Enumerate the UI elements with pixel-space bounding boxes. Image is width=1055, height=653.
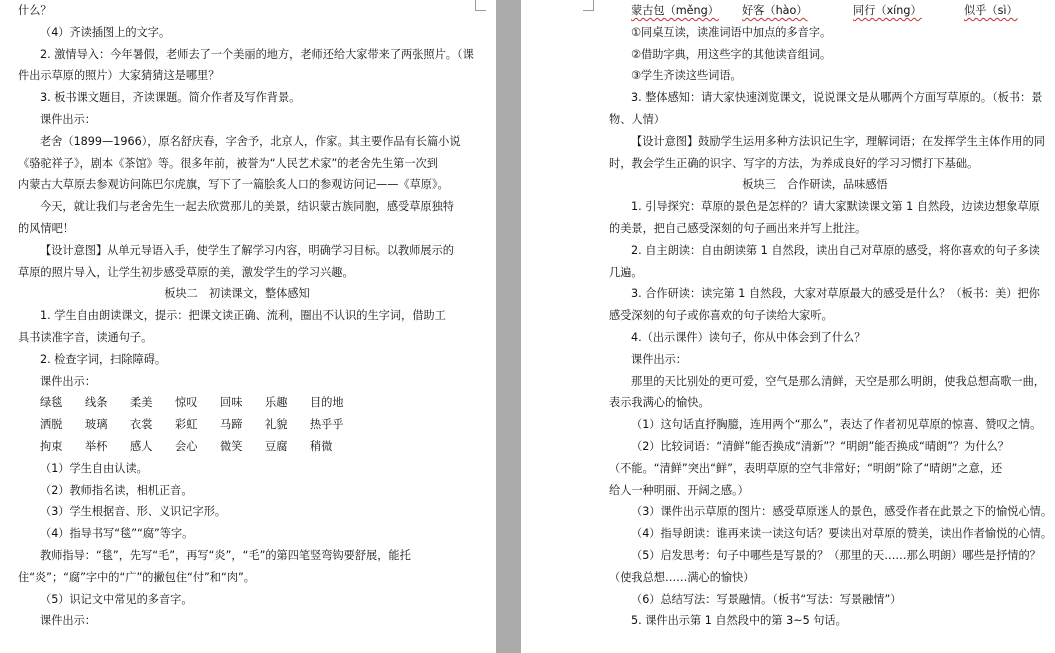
- text-line: 感受深刻的句子或你喜欢的句子读给大家听。: [609, 309, 833, 323]
- word-row: [18, 414, 456, 436]
- text-line: （3）学生根据音、形、义识记字形。: [40, 505, 227, 519]
- text-line: 内蒙古大草原去参观访问陈巴尔虎旗，写下了一篇脍炙人口的参观访问记——《草原》。: [18, 178, 449, 192]
- text-line: （2）比较词语：“清鲜”能否换成“清新”？“明朗”能否换成“晴朗”？为什么？: [631, 439, 1009, 453]
- text-line: 老舍（1899—1966），原名舒庆春，字舍予，北京人，作家。其主要作品有长篇小说: [40, 134, 461, 148]
- text-line: （1）这句话直抒胸臆，连用两个“那么”，表达了作者初见草原的惊喜、赞叹之情。: [631, 418, 1042, 432]
- vocab-word: 乐趣: [265, 396, 288, 410]
- text-line: 《骆驼祥子》，剧本《茶馆》等。很多年前，被誉为“人民艺术家”的老舍先生第一次到: [18, 156, 438, 170]
- section-heading: 板块三 合作研读，品味感悟: [742, 178, 888, 192]
- vocab-word: 拘束: [40, 439, 63, 453]
- vocab-word: 豆腐: [265, 439, 288, 453]
- vocab-word: 热乎乎: [310, 418, 344, 432]
- vocab-word: 惊叹: [175, 396, 198, 410]
- text-line: 教师指导：“毯”，先写“毛”，再写“炎”，“毛”的第四笔竖弯钩要舒展，能托: [40, 548, 411, 562]
- text-line: ②借助字典，用这些字的其他读音组词。: [631, 47, 832, 61]
- vocab-word: 玻璃: [85, 418, 108, 432]
- text-line: （1）学生自由认读。: [40, 461, 148, 475]
- pinyin-row: [609, 0, 1021, 22]
- text-line: 的美景，把自己感受深刻的句子画出来并写上批注。: [609, 221, 867, 235]
- text-line: 物、人情）: [609, 112, 665, 126]
- text-line: （4）指导朗读：谁再来读一读这句话？要读出对草原的赞美，读出作者愉悦的心情。: [631, 527, 1053, 541]
- vocab-word: 绿毯: [40, 396, 63, 410]
- vocab-word: 衣裳: [130, 418, 153, 432]
- text-line: 5. 课件出示第 1 自然段中的第 3~5 句话。: [631, 614, 847, 628]
- text-line: ①同桌互读，读准词语中加点的多音字。: [631, 25, 832, 39]
- vocab-word: 感人: [130, 439, 153, 453]
- word-row: [18, 392, 456, 414]
- vocab-word: 马蹄: [220, 418, 243, 432]
- page-corner-mark: [475, 0, 486, 11]
- text-line: 2. 激情导入：今年暑假，老师去了一个美丽的地方，老师还给大家带来了两张照片。（课: [40, 47, 474, 61]
- vocab-word: 微笑: [220, 439, 243, 453]
- text-line: （4）指导书写“毯”“腐”等字。: [40, 527, 194, 541]
- vocab-word: 稍微: [310, 439, 333, 453]
- text-line: 3. 整体感知：请大家快速浏览课文，说说课文是从哪两个方面写草原的。（板书：景: [631, 91, 1043, 105]
- text-line: （4）齐读插图上的文字。: [40, 25, 171, 39]
- polyphone-word: 似乎（sì）: [964, 4, 1018, 17]
- text-line: 课件出示：: [40, 112, 96, 126]
- text-line: （使我总想……满心的愉快）: [609, 570, 755, 584]
- text-line: ③学生齐读这些词语。: [631, 69, 742, 83]
- vocab-word: 会心: [175, 439, 198, 453]
- text-line: 具书读准字音，读通句子。: [18, 330, 153, 344]
- text-line: 3. 板书课文题目，齐读课题。简介作者及写作背景。: [40, 91, 301, 105]
- text-line: 1. 引导探究：草原的景色是怎样的？请大家默读课文第 1 自然段，边读边想象草原: [631, 200, 1040, 214]
- text-line: 那里的天比别处的更可爱，空气是那么清鲜，天空是那么明朗，使我总想高歌一曲，: [631, 374, 1045, 388]
- text-line: 【设计意图】从单元导语入手，使学生了解学习内容，明确学习目标。以教师展示的: [40, 243, 454, 257]
- text-line: 几遍。: [609, 265, 643, 279]
- section-heading: 板块二 初读课文，整体感知: [164, 287, 310, 301]
- word-row: [18, 436, 456, 458]
- text-line: 3. 合作研读：读完第 1 自然段，大家对草原最大的感受是什么？（板书：美）把你: [631, 287, 1040, 301]
- page-content: [609, 0, 1053, 632]
- text-line: 草原的照片导入，让学生初步感受草原的美，激发学生的学习兴趣。: [18, 265, 354, 279]
- text-line: 【设计意图】鼓励学生运用多种方法识记生字，理解词语；在发挥学生主体作用的同: [631, 134, 1045, 148]
- vocab-word: 举杯: [85, 439, 108, 453]
- text-line: 2. 自主朗读：自由朗读第 1 自然段，读出自己对草原的感受，将你喜欢的句子多读: [631, 243, 1040, 257]
- document-page-left: [0, 0, 496, 653]
- text-line: 今天，就让我们与老舍先生一起去欣赏那儿的美景，结识蒙古族同胞，感受草原独特: [40, 200, 454, 214]
- vocab-word: 彩虹: [175, 418, 198, 432]
- polyphone-word: 蒙古包（měng）: [631, 4, 719, 17]
- text-line: 课件出示：: [631, 352, 687, 366]
- text-line: 件出示草原的照片）大家猜猜这是哪里？: [18, 69, 220, 83]
- vocab-word: 柔美: [130, 396, 153, 410]
- text-line: （2）教师指名读，相机正音。: [40, 483, 193, 497]
- vocab-word: 线条: [85, 396, 108, 410]
- text-line: （5）启发思考：句子中哪些是写景的？（那里的天……那么明朗）哪些是抒情的？: [631, 548, 1041, 562]
- page-content: [18, 0, 474, 632]
- polyphone-word: 好客（hào）: [742, 4, 808, 17]
- text-line: 住“炎”；“腐”字中的“广”的撇包住“付”和“肉”。: [18, 570, 255, 584]
- text-line: 课件出示：: [40, 374, 96, 388]
- vocab-word: 回味: [220, 396, 243, 410]
- text-line: （3）课件出示草原的图片：感受草原迷人的景色，感受作者在此景之下的愉悦心情。: [631, 505, 1053, 519]
- text-line: 1. 学生自由朗读课文，提示：把课文读正确、流利，圈出不认识的生字词，借助工: [40, 309, 446, 323]
- text-line: （6）总结写法：写景融情。（板书“写法：写景融情”）: [631, 592, 902, 606]
- text-line: 什么？: [18, 4, 52, 17]
- text-line: 表示我满心的愉快。: [609, 396, 710, 410]
- vocab-word: 礼貌: [265, 418, 288, 432]
- vocab-word: 目的地: [310, 396, 344, 410]
- text-line: 4.（出示课件）读句子，你从中体会到了什么？: [631, 330, 866, 344]
- polyphone-word: 同行（xíng）: [853, 4, 922, 17]
- text-line: 2. 检查字词，扫除障碍。: [40, 352, 167, 366]
- document-page-right: [521, 0, 1055, 653]
- text-line: 的风情吧！: [18, 221, 74, 235]
- text-line: （不能。“清鲜”突出“鲜”，表明草原的空气非常好；“明朗”除了“晴朗”之意，还: [609, 461, 1003, 475]
- vocab-word: 洒脱: [40, 418, 63, 432]
- text-line: 时，教会学生正确的识字、写字的方法，为养成良好的学习习惯打下基础。: [609, 156, 979, 170]
- text-line: （5）识记文中常见的多音字。: [40, 592, 193, 606]
- text-line: 课件出示：: [40, 614, 96, 628]
- page-corner-mark: [583, 0, 594, 11]
- text-line: 给人一种明丽、开阔之感。）: [609, 483, 749, 497]
